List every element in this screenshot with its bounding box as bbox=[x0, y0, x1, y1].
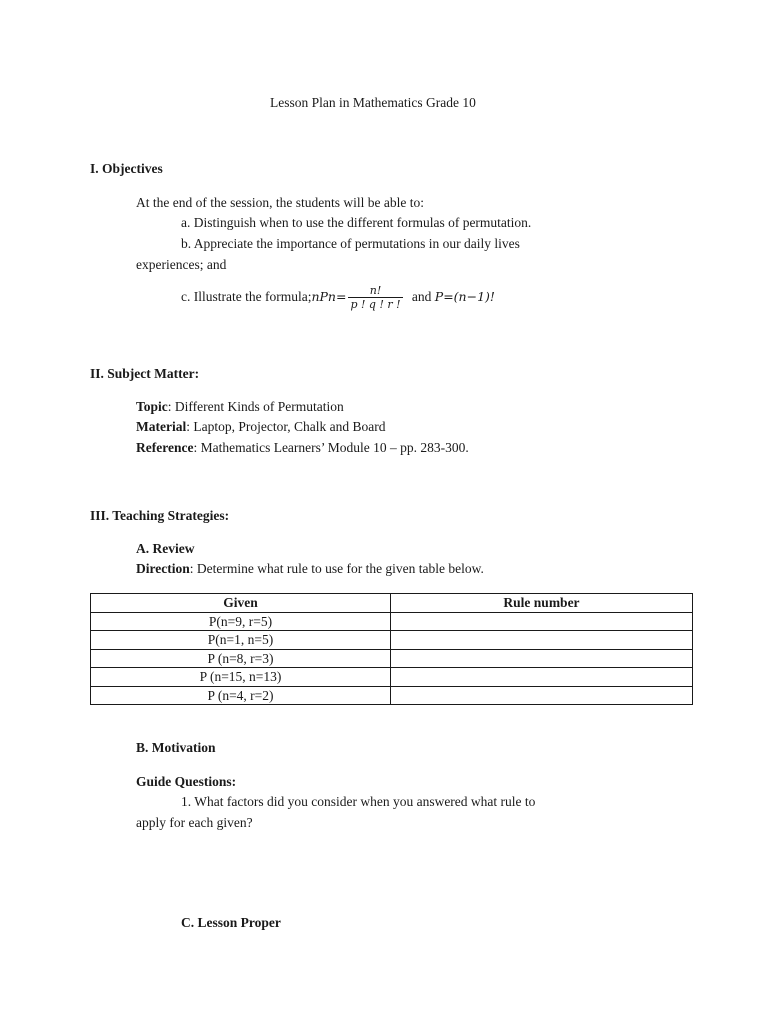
reference-line bbox=[136, 439, 469, 457]
objective-a: a. Distinguish when to use the different formulas of permutation. bbox=[181, 215, 532, 230]
formula-lhs: nPn= bbox=[311, 289, 347, 304]
motivation-heading: B. Motivation bbox=[136, 740, 216, 755]
objective-c-prefix: c. Illustrate the formula; bbox=[181, 289, 312, 304]
rule-number-cell bbox=[391, 612, 693, 631]
topic-value: : Different Kinds of Permutation bbox=[167, 399, 344, 414]
direction-value: : Determine what rule to use for the given table below. bbox=[189, 561, 484, 576]
page-title: Lesson Plan in Mathematics Grade 10 bbox=[270, 95, 476, 110]
rule-number-cell bbox=[391, 686, 693, 705]
formula-numerator: n! bbox=[369, 284, 382, 298]
header-rule-number: Rule number bbox=[391, 594, 693, 613]
guide-question-1-line2: apply for each given? bbox=[136, 815, 253, 830]
rule-number-cell bbox=[391, 668, 693, 687]
guide-question-1-line1: 1. What factors did you consider when you answered what rule to bbox=[181, 794, 536, 809]
topic-label: Topic bbox=[136, 399, 168, 414]
objective-b-line1: b. Appreciate the importance of permutations in our daily lives bbox=[181, 236, 520, 251]
given-cell: P(n=9, r=5) bbox=[91, 612, 391, 631]
subject-matter-heading: II. Subject Matter: bbox=[90, 366, 200, 381]
review-heading: A. Review bbox=[136, 541, 195, 556]
formula-circular: P=(n−1)! bbox=[434, 289, 495, 304]
formula-denominator: p ! q ! r ! bbox=[350, 298, 401, 312]
direction-label: Direction bbox=[136, 561, 190, 576]
objectives-heading: I. Objectives bbox=[90, 161, 163, 176]
material-line bbox=[136, 418, 386, 436]
material-label: Material bbox=[136, 419, 187, 434]
objective-c bbox=[181, 280, 495, 314]
table-header-row bbox=[91, 594, 693, 613]
table-row bbox=[91, 686, 693, 705]
objective-b-line2: experiences; and bbox=[136, 257, 227, 272]
formula-fraction bbox=[348, 284, 402, 311]
header-given: Given bbox=[91, 594, 391, 613]
table-row bbox=[91, 649, 693, 668]
teaching-strategies-heading: III. Teaching Strategies: bbox=[90, 508, 230, 523]
given-cell: P (n=8, r=3) bbox=[91, 649, 391, 668]
lesson-proper-heading: C. Lesson Proper bbox=[181, 915, 281, 930]
table-row bbox=[91, 631, 693, 650]
rule-number-cell bbox=[391, 631, 693, 650]
review-table bbox=[90, 593, 693, 705]
given-cell: P (n=15, n=13) bbox=[91, 668, 391, 687]
objectives-intro: At the end of the session, the students will be able to: bbox=[136, 195, 424, 210]
rule-number-cell bbox=[391, 649, 693, 668]
table-row bbox=[91, 668, 693, 687]
given-cell: P(n=1, n=5) bbox=[91, 631, 391, 650]
formula-and: and bbox=[411, 289, 432, 304]
topic-line bbox=[136, 398, 344, 416]
reference-label: Reference bbox=[136, 440, 194, 455]
given-cell: P (n=4, r=2) bbox=[91, 686, 391, 705]
reference-value: : Mathematics Learners’ Module 10 – pp. 283-300. bbox=[193, 440, 469, 455]
guide-questions-heading: Guide Questions: bbox=[136, 774, 237, 789]
material-value: : Laptop, Projector, Chalk and Board bbox=[186, 419, 386, 434]
table-row bbox=[91, 612, 693, 631]
direction-line bbox=[136, 560, 484, 578]
